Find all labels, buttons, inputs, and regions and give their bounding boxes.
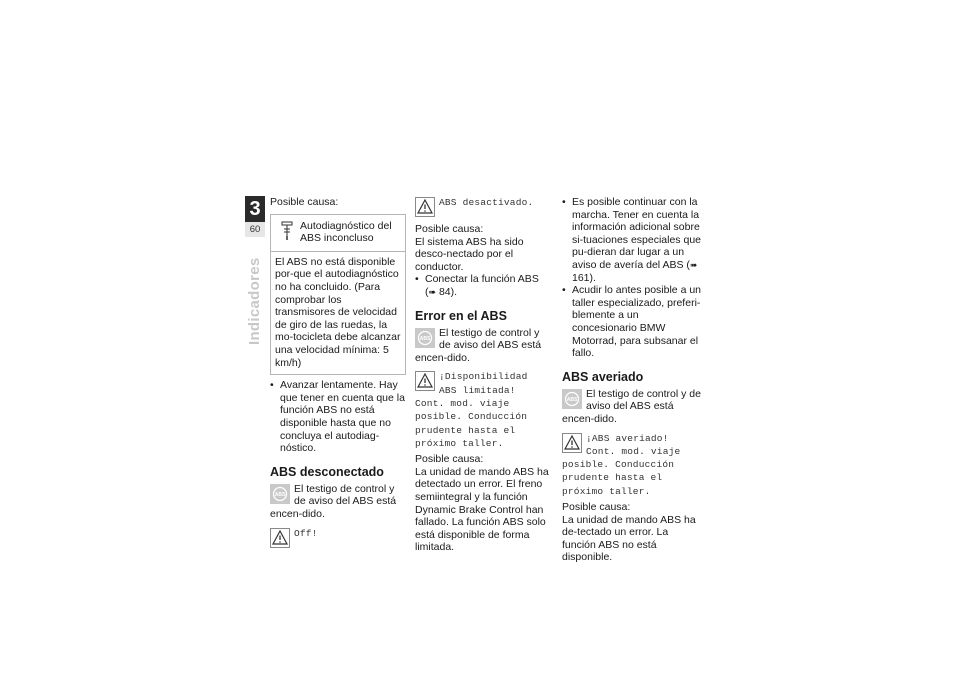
cause-text: La unidad de mando ABS ha detectado un error. El freno semiintegral y la función Dynamic Brake Control han fallado. La función ABS solo está disponible de forma limitada. <box>415 465 549 554</box>
warning-triangle-icon <box>415 371 435 391</box>
indicator-block <box>562 388 702 426</box>
list-item: • Conectar la función ABS (➠ 84). <box>415 273 551 298</box>
abs-lamp-icon <box>415 328 435 348</box>
column-3 <box>562 196 702 564</box>
cause-label: Posible causa: <box>562 500 631 513</box>
warning-triangle-icon <box>562 433 582 453</box>
cause-label: Posible causa: <box>415 453 484 466</box>
warning-triangle-icon <box>270 528 290 548</box>
cause-text: El sistema ABS ha sido desco-nectado por el conductor. <box>415 235 524 273</box>
chapter-tab <box>245 196 265 237</box>
svg-text:ABS: ABS <box>274 491 286 498</box>
display-message: ¡ABS averiado! Cont. mod. viaje posible. Conducción prudente hasta el próximo taller. <box>562 432 681 497</box>
list-item: • Acudir lo antes posible a un taller especializado, preferi-blemente a un concesionario BMW Motorrad, para subsanar el fallo. <box>562 284 702 360</box>
indicator-block <box>270 483 406 521</box>
side-section-title: Indicadores <box>246 257 263 345</box>
display-block <box>562 432 702 498</box>
page-reference: 161). <box>572 271 596 284</box>
display-message: ¡Disponibilidad ABS limitada! Cont. mod. viaje posible. Conducción prudente hasta el próximo taller. <box>415 371 528 449</box>
abs-lamp-icon <box>562 389 582 409</box>
indicator-block <box>415 327 551 365</box>
cause-label: Posible causa: <box>415 223 484 235</box>
display-message: Off! <box>294 528 318 540</box>
section-heading: ABS desconectado <box>270 464 384 479</box>
bullet-list <box>270 379 406 455</box>
list-item-text: Es posible continuar con la marcha. Tener en cuenta la información adicional sobre si-tuaciones especiales que pu-dieran dar lugar a un aviso de avería del ABS <box>572 196 701 271</box>
display-message: ABS desactivado. <box>439 197 534 208</box>
column-1 <box>270 196 406 550</box>
bullet-list <box>562 196 702 360</box>
cause-label: Posible causa: <box>270 196 339 208</box>
diagnosis-icon <box>281 221 293 241</box>
column-2 <box>415 196 551 554</box>
display-block <box>415 370 551 450</box>
display-block <box>415 196 551 209</box>
reference-arrow-icon: ➠ <box>428 286 437 297</box>
list-item: • Es posible continuar con la marcha. Tener en cuenta la información adicional sobre si-tuaciones especiales que pu-dieran dar lugar a un aviso de avería del ABS (➠ 161). <box>562 196 702 284</box>
page-reference: 84). <box>438 285 458 298</box>
list-item-text: Conectar la función ABS <box>425 273 539 286</box>
reference-arrow-icon: ➠ <box>689 259 698 270</box>
display-block <box>270 527 406 540</box>
info-box-body: El ABS no está disponible por-que el autodiagnóstico no ha concluido. (Para comprobar los transmisores de velocidad de giro de las ruedas, la mo-tocicleta debe alcanzar una velocidad mínima: 5 km/h) <box>275 255 401 369</box>
info-box <box>270 214 406 376</box>
info-box-title: Autodiagnóstico del ABS inconcluso <box>300 219 392 245</box>
list-item: • Avanzar lentamente. Hay que tener en cuenta que la función ABS no está disponible hasta que no concluya el autodiag-nóstico. <box>270 379 406 455</box>
abs-lamp-icon <box>270 484 290 504</box>
section-heading: ABS averiado <box>562 369 644 384</box>
svg-text:ABS: ABS <box>419 335 431 342</box>
indicator-text: El testigo de control y de aviso del ABS está encen-dido. <box>415 326 542 364</box>
warning-triangle-icon <box>415 197 435 217</box>
svg-text:ABS: ABS <box>566 396 578 403</box>
indicator-text: El testigo de control y de aviso del ABS está encen-dido. <box>270 482 397 520</box>
cause-text: La unidad de mando ABS ha de-tectado un error. La función ABS no está disponible. <box>562 513 696 564</box>
info-box-header <box>271 215 405 252</box>
bullet-list <box>415 273 551 298</box>
indicator-text: El testigo de control y de aviso del ABS está encen-dido. <box>562 387 701 425</box>
page-number: 60 <box>245 222 265 237</box>
chapter-number: 3 <box>245 196 265 222</box>
section-heading: Error en el ABS <box>415 308 507 323</box>
